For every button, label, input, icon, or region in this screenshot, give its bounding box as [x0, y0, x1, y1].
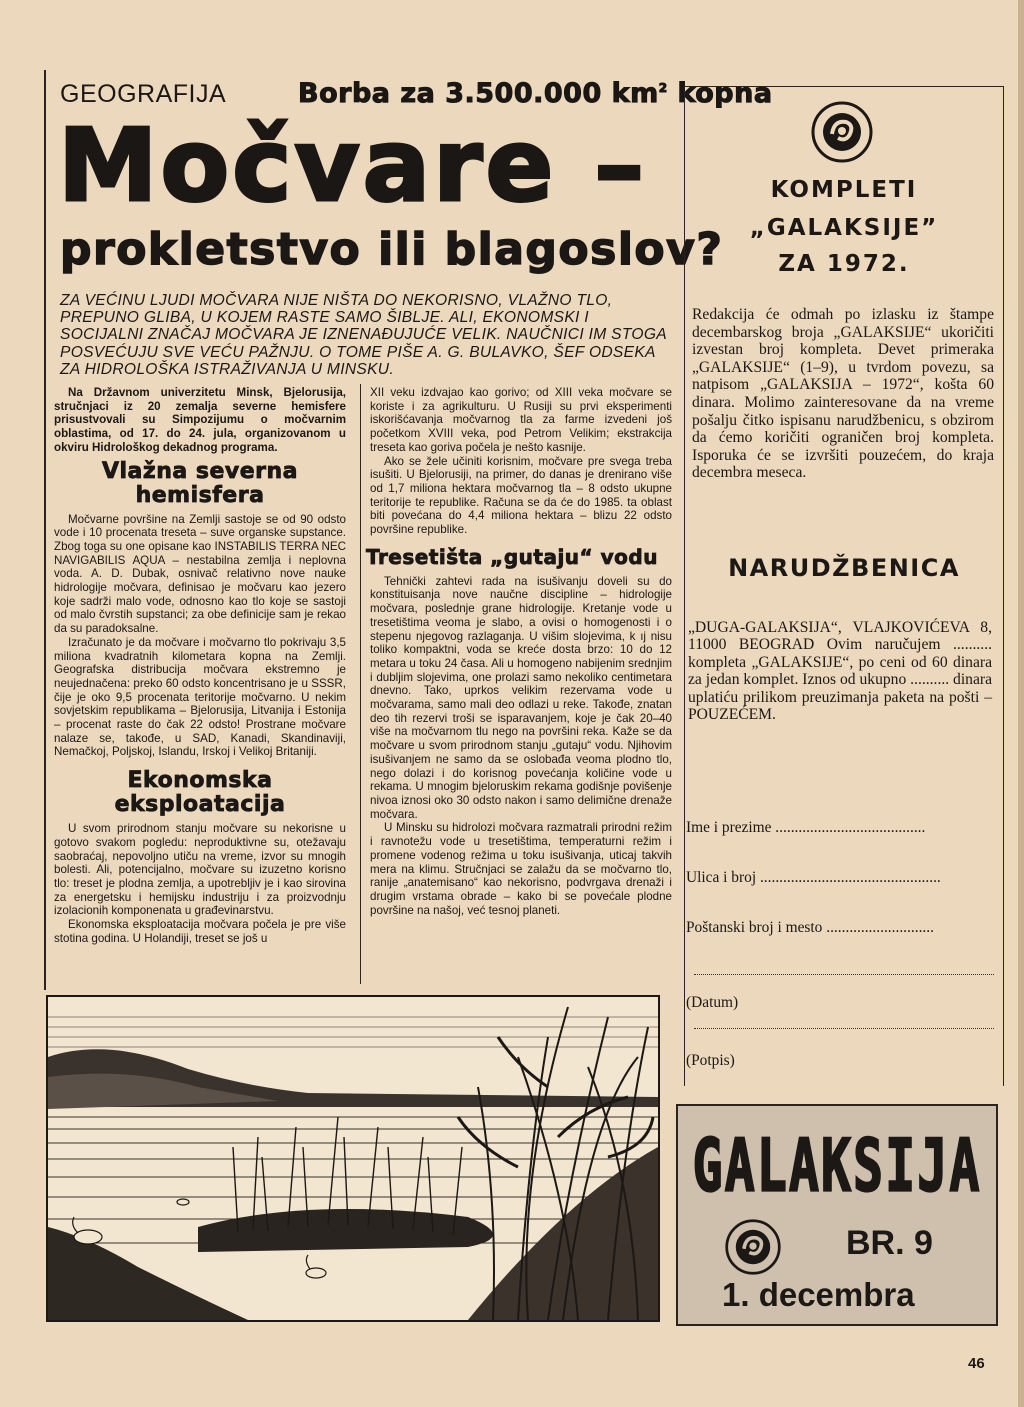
issue-number: BR. 9	[846, 1224, 933, 1262]
body-paragraph: Izračunato je da močvare i močvarno tlo pokrivaju 3,5 miliona kvadratnih kilometara kopna na Zemlji. Geografska distribucija močvara ekstremno je neujednačena: preko 60 odsto koncentrisano je u SSSR, čije je oko 9,5 procenata teritorije močvarno. U nekim sovjetskim republikama – Bjelorusija, Litvanija i Estonija – procenat raste do čak 22 odsto! Prostrane močvare nalaze se, takođe, u SAD, Kanadi, Skandinaviji, Nemačkoj, Poljskoj, Islandu, Irskoj i Velikoj Britaniji.	[54, 635, 346, 759]
body-paragraph: XII veku izdvajao kao gorivo; od XIII veka močvare se koriste i za agrikulturu. U Rusiji su prvi eksperimenti iskorišćavanja močvarnog tla za farme izvedeni još početkom XVIII veka, pod Petrom Velikim; ekstrakcija treseta kao goriva počela je nešto kasnije.	[370, 386, 672, 454]
kompleti-year: ZA 1972.	[778, 251, 910, 277]
page-number: 46	[968, 1355, 985, 1372]
subheading-ekonomska: Ekonomska eksploatacija	[114, 768, 286, 818]
body-paragraph: U Minsku su hidrolozi močvara razmatrali prirodni režim i ravnotežu vode u tresetištima, temperaturni režim i promene vodenog režima u toku isušivanja, uticaj takvih mera na klimu. Stručnjaci se zalažu da se močvarno tlo, ranije „anatemisano“ kao nekorisno, podvrgava drenaži i drugim vrstama obrade – kako bi se povećale plodne površine na našoj, već tesnoj planeti.	[370, 821, 672, 917]
body-paragraph: Tehnički zahtevi rada na isušivanju doveli su do konstituisanja nove naučne discipline – hidrologije močvara, poslednje grane hidrologije. Kretanje vode u tresetištima veoma je slabo, a ovisi o homogenosti i o stepenu njegovog razlaganja. U višim slojevima, k ıj nisu toliko kompaktni, voda se kreće dosta brzo: 10 do 12 metara u toku 24 časa. Ali u homogeno nabijenim srednjim i dubljim slojevima, one prolazi samo nekoliko centimetara dnevno. Tako, uprkos velikim rezervama vode u močvarama, samo mali deo odlazi u reke. Takođe, znatan deo tih rezervi troši se isparavanjem, koje je čak 20–40 više na močvarnom tlu nego na površini reka. Kaže se da močvare u svom prirodnom stanju „gutaju“ vodu. Njihovim isušivanjem ne samo da se oslobađa veoma plodno tlo, nego dolazi i do korisnog povećanja količine vode u rekama. U mnogim bjeloruskim rekama godišnje povišenje nivoa iznosi oko 30 odsto nakon i samo delimične drenaže močvara.	[370, 574, 672, 821]
left-rule	[44, 70, 46, 990]
marsh-drawing	[48, 997, 658, 1320]
kompleti-title: KOMPLETI	[770, 177, 918, 203]
subheadline: prokletstvo ili blagoslov?	[60, 224, 724, 275]
galaksija-logo-icon	[724, 1218, 782, 1276]
postal-field[interactable]: Poštanski broj i mesto ............................	[686, 919, 934, 936]
lead-paragraph: ZA VEĆINU LJUDI MOČVARA NIJE NIŠTA DO NEKORISNO, VLAŽNO TLO, PREPUNO GLIBA, U KOJEM RASTE SAMO ŠIBLJE. ALI, EKONOMSKI I SOCIJALNI ZNAČAJ MOČVARA JE IZNENAĐUJUĆE VELIK. NAUČNICI IM STOGA POSVEĆUJU SVE VEĆU PAŽNJU. O TOME PIŠE A. G. BULAVKO, ŠEF ODSEKA ZA HIDROLOŠKA ISTRAŽIVANJA U MINSKU.	[60, 292, 667, 378]
subheading-vlazna: Vlažna severna hemisfera	[101, 458, 299, 508]
street-field[interactable]: Ulica i broj ...............................................	[686, 869, 941, 886]
article-column-2	[366, 386, 672, 917]
column-rule	[360, 384, 361, 984]
order-form-title: NARUDŽBENICA	[728, 554, 960, 582]
kicker-title: Borba za 3.500.000 $km^2$ kopna	[298, 78, 773, 109]
date-line[interactable]	[694, 1028, 994, 1029]
subheading-tresetista: Tresetišta „gutaju“ vodu	[366, 544, 658, 569]
body-paragraph: Ako se žele učiniti korisnim, močvare pre svega treba isušiti. U Bjelorusiji, na primer, do danas je drenirano više od 1,7 miliona hektara močvarnog tla – 8 odsto ukupne teritorije te republike. Računa se da će do 1985. ta oblast biti povećana do 4,4 miliona hektara – blizu 22 odsto površine republike.	[370, 454, 672, 537]
marsh-illustration	[46, 995, 660, 1322]
body-paragraph: Močvarne površine na Zemlji sastoje se od 90 odsto vode i 10 procenata treseta – suve organske supstance. Zbog toga su one opisane kao INSTABILIS TERRA NEC NAVIGABILIS AQUA – nestabilna zemlja i neplovna voda. A. D. Dubak, osnivač relativno nove nauke hidrologije močvara, definisao je močvaru kao jezero koje sadrži malo vode, odnosno kao tlo koje se sastoji od malo čvrstih supstanci; za obe definicije sam je rekao da su paradoksalne.	[54, 512, 346, 636]
blank-line[interactable]	[694, 974, 994, 975]
magazine-name: GALAKSIJA	[692, 1124, 982, 1209]
signature-label: (Potpis)	[686, 1052, 735, 1069]
headline: Močvare –	[58, 107, 648, 224]
intro-paragraph: Na Državnom univerzitetu Minsk, Bjelorusija, stručnjaci iz 20 zemalja severne hemisfere prisustvovali su Simpozijumu o močvarnim oblastima, od 17. do 24. jula, organizovanom u okviru Hidrološkog dekadnog programa.	[54, 386, 346, 454]
body-paragraph: Ekonomska eksploatacija močvara počela je pre više stotina godina. U Holandiji, treset se još u	[54, 918, 346, 945]
order-form-text: „DUGA-GALAKSIJA“, VLAJKOVIĆEVA 8, 11000 BEOGRAD Ovim naručujem .......... kompleta „GALAKSIJE“, po ceni od 60 dinara za jedan komplet. Iznos od ukupno .......... dinara uplatiću prilikom preuzimanja paketa na pošti – POUZEĆEM.	[688, 619, 993, 724]
article-column-1	[54, 386, 346, 946]
page-edge	[1018, 0, 1024, 1407]
magazine-issue-badge	[676, 1104, 998, 1326]
name-field[interactable]: Ime i prezime .......................................	[686, 819, 926, 836]
section-label: GEOGRAFIJA	[60, 80, 227, 108]
kompleti-subtitle: „GALAKSIJE”	[749, 215, 939, 241]
body-paragraph: U svom prirodnom stanju močvare su nekorisne u gotovo svakom pogledu: neproduktivne su, otežavaju saobraćaj, nepovoljno utiču na vreme, izvor su mnogih bolesti. Ali, potencijalno, močvare su izuzetno korisno tlo: treset je plodna zemlja, a upotrebljiv je i kao sirovina za energetsku i hemijsku industriju i za proizvodnju izolacionih komponenata u građevinarstvu.	[54, 822, 346, 918]
subscription-notice: Redakcija će odmah po izlasku iz štampe decembarskog broja „GALAKSIJE“ ukoričiti izvestan broj kompleta. Devet primeraka „GALAKSIJE“ (1–9), u tvrdom povezu, sa natpisom „GALAKSIJA – 1972“, košta 60 dinara. Molimo zainteresovane da na vreme pošalju čitko ispisanu narudžbenicu, s obzirom da ćemo koričiti ograničen broj kompleta. Isporuka će se izvršiti pouzećem, do kraja decembra meseca.	[692, 306, 994, 482]
date-label: (Datum)	[686, 994, 739, 1011]
issue-date: 1. decembra	[722, 1276, 915, 1313]
galaksija-logo-icon	[810, 100, 874, 164]
